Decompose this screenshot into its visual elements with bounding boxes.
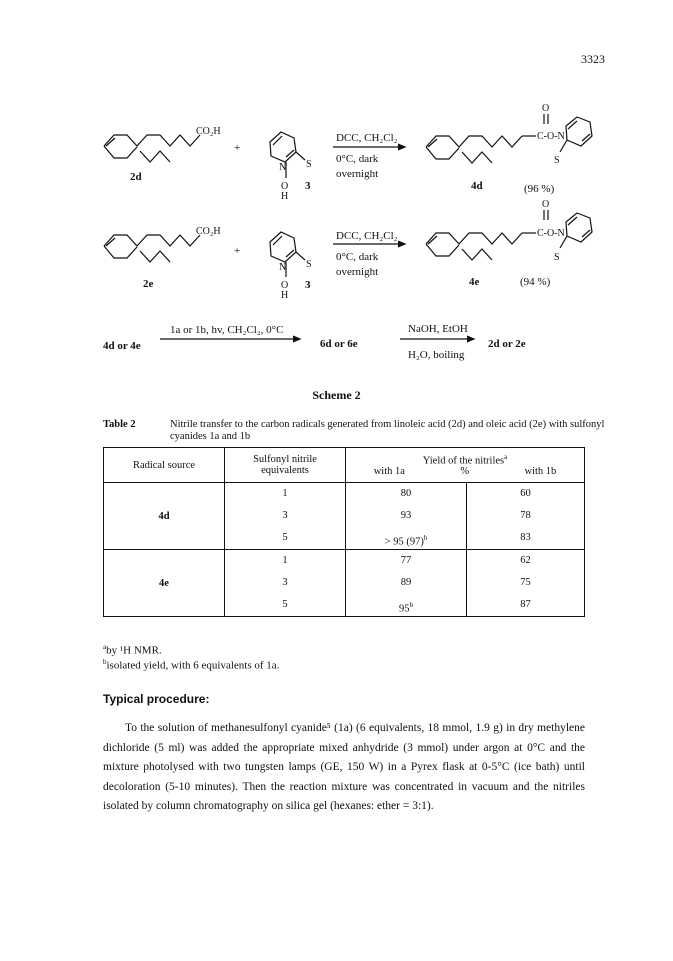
conditions-1-top: DCC, CH₂Cl₂ (336, 132, 398, 144)
col-header-percent: % (460, 466, 470, 478)
pyridinethione-structure-3a (270, 132, 305, 178)
procedure-text: To the solution of methanesulfonyl cyanide⁵ (1a) (6 equivalents, 18 mmol, 1.9 g) in dry methylene dichloride (5 ml) was added the appropriate mixed anhydride (3 mmol) under argon at 0°C and the mixture photolysed with two tungsten lamps (GE, 150 W) in a Pyrex flask at 0-5°C (ice bath) until decoloration (5-10 minutes). Then the reaction mixture was concentrated in vacuum and the nitriles isolated by column chromatography on silica gel (hexanes: ether = 3:1). (103, 722, 585, 812)
product-o-4d: O (542, 103, 550, 114)
footnote-a: $^a$by ¹H NMR. (103, 643, 162, 657)
table-group-4e (104, 550, 585, 617)
row3-arrow1-conditions: 1a or 1b, hv, CH₂Cl₂, 0°C (170, 324, 284, 336)
conditions-1-bot: overnight (336, 168, 379, 180)
yield-4d: (96 %) (524, 183, 555, 195)
yield-1b-cell: 75 (520, 577, 531, 588)
reagent-o-1: O (281, 181, 289, 192)
equiv-cell: 1 (282, 555, 288, 566)
reagent-id-1: 3 (305, 180, 311, 192)
product-id-4d: 4d (471, 180, 483, 192)
product-s-4e: S (554, 252, 560, 263)
reagent-h-2: H (281, 290, 289, 301)
yield-4e: (94 %) (520, 276, 551, 288)
product-structure-4e (426, 210, 592, 260)
product-s-4d: S (554, 155, 560, 166)
acid-group-2d: CO₂H (196, 126, 221, 137)
page-number: 3323 (581, 52, 605, 66)
row3-middle: 6d or 6e (320, 338, 358, 350)
product-id-4e: 4e (469, 276, 480, 288)
table-label: Table 2 (103, 419, 136, 430)
col-header-with-1b: with 1b (524, 466, 557, 478)
product-group-4e: C-O-N (537, 228, 565, 239)
conditions-2-bot: overnight (336, 266, 379, 278)
product-structure-4d (426, 114, 592, 163)
reagent-s-1: S (306, 159, 312, 170)
acid-structure-2d (104, 135, 200, 162)
reagent-h-1: H (281, 191, 289, 202)
yield-1b-cell: 60 (520, 488, 531, 499)
acid-group-2e: CO₂H (196, 226, 221, 237)
row3-arrow2-top: NaOH, EtOH (408, 323, 468, 335)
reagent-o-2: O (281, 280, 289, 291)
yield-1a-cell: 77 (400, 555, 412, 566)
procedure-heading: Typical procedure: (103, 692, 210, 706)
yield-1a-cell: 93 (400, 510, 412, 521)
acid-structure-2e (104, 235, 200, 262)
radical-source-4d: 4d (104, 483, 225, 550)
yield-1a-cell: 89 (400, 577, 412, 588)
yield-1b-cell: 62 (520, 555, 531, 566)
reagent-n-1: N (279, 162, 287, 173)
radical-source-4e: 4e (104, 550, 225, 617)
yield-1b-cell: 78 (520, 510, 531, 521)
col-header-with-1a: with 1a (373, 466, 405, 478)
plus-sign-2: + (234, 245, 241, 257)
equiv-cell: 3 (282, 577, 288, 588)
equiv-cell: 1 (282, 488, 288, 499)
plus-sign-1: + (234, 142, 241, 154)
reagent-id-2: 3 (305, 279, 311, 291)
pyridinethione-structure-3b (270, 232, 305, 277)
yield-1a-cell: 95$^b$ (399, 601, 413, 615)
row3-end: 2d or 2e (488, 338, 526, 350)
table-caption-text: Nitrile transfer to the carbon radicals generated from linoleic acid (2d) and oleic acid (2e) with sulfonyl cyanides 1a and 1b (170, 419, 605, 442)
col-header-yield: Yield of the nitriles$^a$ with 1a % with 1b (346, 448, 585, 483)
col-header-radical: Radical source (104, 448, 225, 483)
yield-1b-cell: 87 (520, 599, 531, 610)
reagent-s-2: S (306, 259, 312, 270)
product-group-4d: C-O-N (537, 131, 565, 142)
reagent-n-2: N (279, 262, 287, 273)
equiv-cell: 5 (282, 532, 288, 543)
procedure-paragraph (103, 719, 585, 817)
row3-arrow2-bot: H₂O, boiling (408, 349, 465, 361)
conditions-1-mid: 0°C, dark (336, 153, 379, 165)
equiv-cell: 5 (282, 599, 288, 610)
acid-id-2e: 2e (143, 278, 154, 290)
product-o-4e: O (542, 199, 550, 210)
reaction-scheme (0, 0, 673, 385)
scheme-label: Scheme 2 (312, 388, 361, 402)
row3-start: 4d or 4e (103, 340, 141, 352)
yield-1a-cell: 80 (400, 488, 412, 499)
acid-id-2d: 2d (130, 171, 142, 183)
yield-1a-cell: > 95 $(97)^b$ (384, 534, 428, 548)
col-header-equivalents: Sulfonyl nitrile equivalents (225, 448, 346, 483)
conditions-2-mid: 0°C, dark (336, 251, 379, 263)
results-table (103, 447, 585, 617)
table-group-4d (104, 483, 585, 550)
table-header-row (104, 448, 585, 483)
conditions-2-top: DCC, CH₂Cl₂ (336, 230, 398, 242)
footnote-b: $^b$isolated yield, with 6 equivalents of 1a. (103, 658, 280, 672)
equiv-cell: 3 (282, 510, 288, 521)
yield-1b-cell: 83 (520, 532, 531, 543)
